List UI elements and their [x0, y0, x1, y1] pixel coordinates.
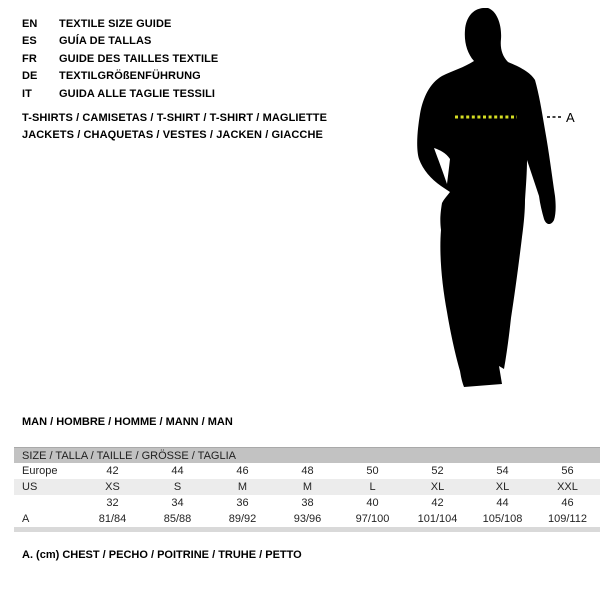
- language-code: EN: [22, 17, 38, 30]
- language-row: [22, 85, 218, 103]
- language-row: [22, 33, 218, 51]
- section-title-man: MAN / HOMBRE / HOMME / MANN / MAN: [22, 416, 233, 428]
- category-list: [22, 110, 327, 143]
- category-line: JACKETS / CHAQUETAS / VESTES / JACKEN / GIACCHE: [22, 128, 323, 141]
- size-cell: 46: [236, 465, 249, 477]
- size-cell: XL: [495, 481, 510, 493]
- size-table-bottom-bar: [14, 527, 600, 532]
- language-row: [22, 50, 218, 68]
- size-cell: 89/92: [228, 513, 257, 525]
- size-cell: 42: [106, 465, 119, 477]
- language-title: TEXTILGRÖßENFÜHRUNG: [59, 70, 201, 83]
- size-cell: L: [369, 481, 376, 493]
- size-cell: 93/96: [293, 513, 322, 525]
- language-code: FR: [22, 52, 37, 65]
- size-cell: M: [237, 481, 248, 493]
- language-title: TEXTILE SIZE GUIDE: [59, 17, 172, 30]
- table-row: [14, 463, 600, 479]
- size-cell: M: [302, 481, 313, 493]
- language-code: ES: [22, 35, 37, 48]
- size-cell: 48: [301, 465, 314, 477]
- language-row: [22, 15, 218, 33]
- size-cell: 44: [496, 497, 509, 509]
- size-cell: 54: [496, 465, 509, 477]
- man-silhouette-graphic: [405, 0, 600, 400]
- size-cell: S: [173, 481, 182, 493]
- size-cell: 36: [236, 497, 249, 509]
- language-code: DE: [22, 70, 38, 83]
- language-row: [22, 68, 218, 86]
- table-row: [14, 479, 600, 495]
- size-cell: 101/104: [417, 513, 458, 525]
- size-cell: 85/88: [163, 513, 192, 525]
- size-cell: 105/108: [482, 513, 523, 525]
- row-label: A: [22, 513, 30, 525]
- size-cell: 81/84: [98, 513, 127, 525]
- size-cell: 97/100: [355, 513, 390, 525]
- size-cell: 34: [171, 497, 184, 509]
- row-label: Europe: [22, 465, 58, 477]
- size-cell: XS: [105, 481, 120, 493]
- size-table: [14, 447, 600, 532]
- size-cell: 42: [431, 497, 444, 509]
- size-cell: 50: [366, 465, 379, 477]
- table-row: [14, 495, 600, 511]
- row-label: US: [22, 481, 38, 493]
- language-list: [22, 15, 218, 103]
- size-cell: 38: [301, 497, 314, 509]
- language-title: GUIDE DES TAILLES TEXTILE: [59, 52, 219, 65]
- language-title: GUIDA ALLE TAGLIE TESSILI: [59, 87, 216, 100]
- size-cell: XL: [430, 481, 445, 493]
- size-cell: 44: [171, 465, 184, 477]
- size-cell: 56: [561, 465, 574, 477]
- language-title: GUÍA DE TALLAS: [59, 35, 152, 48]
- size-cell: XXL: [557, 481, 578, 493]
- man-silhouette-shape: [417, 8, 555, 387]
- size-table-header: SIZE / TALLA / TAILLE / GRÖSSE / TAGLIA: [14, 447, 600, 463]
- measure-label-a: A: [566, 110, 575, 125]
- size-cell: 109/112: [548, 513, 587, 525]
- size-cell: 46: [561, 497, 574, 509]
- table-row: [14, 511, 600, 527]
- size-cell: 40: [366, 497, 379, 509]
- size-cell: 52: [431, 465, 444, 477]
- figure-silhouette: [405, 0, 600, 400]
- size-cell: 32: [106, 497, 119, 509]
- language-code: IT: [22, 87, 32, 100]
- footnote-chest: A. (cm) CHEST / PECHO / POITRINE / TRUHE / PETTO: [22, 549, 302, 561]
- size-table-body: [14, 463, 600, 527]
- category-line: T-SHIRTS / CAMISETAS / T-SHIRT / T-SHIRT / MAGLIETTE: [22, 112, 328, 124]
